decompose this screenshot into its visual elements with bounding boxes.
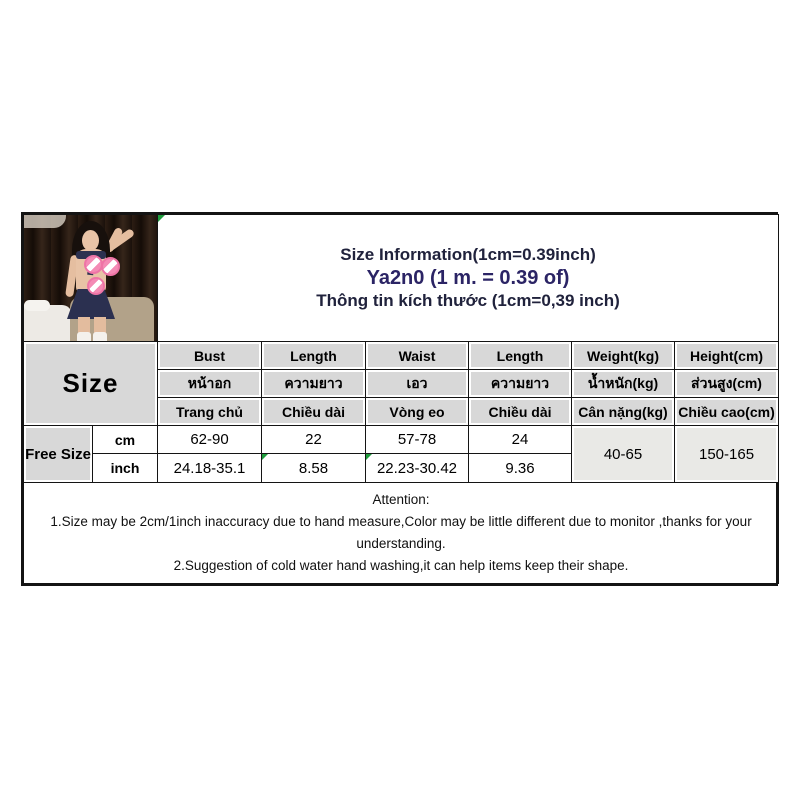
col-header-bust-th: หน้าอก — [158, 370, 262, 398]
col-header-length2-vi: Chiều dài — [469, 398, 572, 426]
col-header-length2: Length — [469, 342, 572, 370]
excel-comment-marker-icon — [158, 215, 165, 222]
white-stocking — [93, 332, 107, 341]
attention-heading: Attention: — [372, 492, 430, 507]
col-header-height-vi: Chiều cao(cm) — [675, 398, 779, 426]
unit-label-inch: inch — [93, 454, 158, 483]
title-english: Size Information(1cm=0.39inch) — [340, 245, 596, 264]
censor-circle — [101, 257, 120, 276]
size-table — [23, 214, 779, 584]
attention-item-1: 1.Size may be 2cm/1inch inaccuracy due to hand measure,Color may be little different due to monitor ,thanks for your understanding. — [50, 514, 752, 551]
waist-inch-text: 22.23-30.42 — [376, 459, 458, 477]
row-label-free-size: Free Size — [24, 426, 93, 483]
length2-cm-value: 24 — [469, 426, 572, 454]
model-face — [82, 230, 99, 251]
bust-inch-value: 24.18-35.1 — [158, 454, 262, 483]
ceiling-light — [24, 215, 66, 228]
col-header-length2-th: ความยาว — [469, 370, 572, 398]
attention-note — [24, 483, 779, 584]
col-header-length-vi: Chiều dài — [262, 398, 366, 426]
weight-range-value: 40-65 — [572, 426, 675, 483]
col-header-weight-vi: Cân nặng(kg) — [572, 398, 675, 426]
col-header-weight-th: น้ำหนัก(kg) — [572, 370, 675, 398]
col-header-waist: Waist — [366, 342, 469, 370]
col-header-bust-vi: Trang chủ — [158, 398, 262, 426]
col-header-weight: Weight(kg) — [572, 342, 675, 370]
product-photo-cell — [24, 215, 158, 342]
title-cell — [158, 215, 779, 342]
length-cm-value: 22 — [262, 426, 366, 454]
length-inch-value — [262, 454, 366, 483]
height-range-value: 150-165 — [675, 426, 779, 483]
censor-circle — [87, 277, 105, 295]
col-header-bust: Bust — [158, 342, 262, 370]
unit-label-cm: cm — [93, 426, 158, 454]
bust-cm-value: 62-90 — [158, 426, 262, 454]
white-stocking — [77, 332, 91, 341]
col-header-height-th: ส่วนสูง(cm) — [675, 370, 779, 398]
waist-cm-value: 57-78 — [366, 426, 469, 454]
model-photo — [24, 215, 157, 341]
col-header-waist-th: เอว — [366, 370, 469, 398]
excel-error-marker-icon — [262, 454, 268, 460]
title-vietnamese: Thông tin kích thước (1cm=0,39 inch) — [316, 291, 620, 310]
col-header-length-th: ความยาว — [262, 370, 366, 398]
attention-item-2: 2.Suggestion of cold water hand washing,it can help items keep their shape. — [173, 558, 629, 573]
title-code: Ya2n0 (1 m. = 0.39 of) — [366, 267, 570, 289]
col-header-length: Length — [262, 342, 366, 370]
pillow — [24, 300, 50, 311]
length-inch-text: 8.58 — [298, 459, 329, 477]
waist-inch-value — [366, 454, 469, 483]
size-chart-sheet — [21, 212, 778, 586]
length2-inch-value: 9.36 — [469, 454, 572, 483]
col-header-waist-vi: Vòng eo — [366, 398, 469, 426]
col-header-height: Height(cm) — [675, 342, 779, 370]
excel-error-marker-icon — [366, 454, 372, 460]
size-header-label: Size — [24, 342, 158, 426]
